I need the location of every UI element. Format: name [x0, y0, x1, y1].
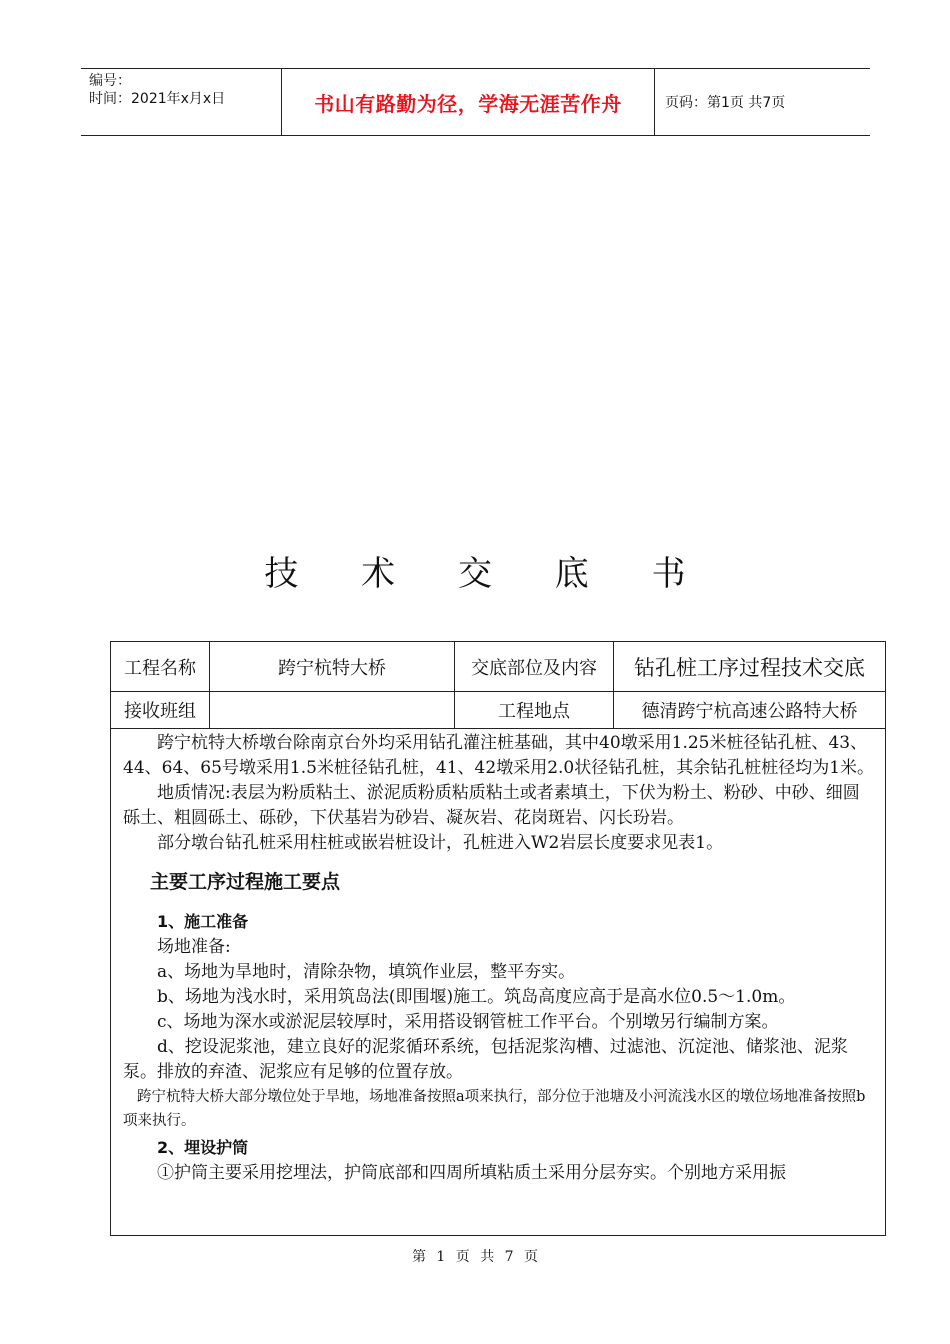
info-row-2 — [111, 692, 885, 729]
location-value: 德清跨宁杭高速公路特大桥 — [641, 701, 858, 722]
project-name-label: 工程名称 — [111, 642, 210, 691]
item-c: c、场地为深水或淤泥层较厚时，采用搭设钢管桩工作平台。个别墩另行编制方案。 — [157, 1012, 779, 1032]
page-header — [81, 68, 870, 136]
item-b: b、场地为浅水时，采用筑岛法(即围堰)施工。筑岛高度应高于是高水位0.5～1.0m。 — [157, 987, 796, 1007]
page-footer: 第 1 页 共 7 页 — [411, 1249, 539, 1265]
disclosure-content — [111, 729, 885, 1186]
paragraph-overview: 跨宁杭特大桥墩台除南京台外均采用钻孔灌注桩基础，其中40墩采用1.25米桩径钻孔桩、43、44、64、65号墩采用1.5米桩径钻孔桩，41、42墩采用2.0状径钻孔桩，其余钻孔桩桩径均为1米。 — [123, 733, 875, 778]
site-prep-label: 场地准备: — [157, 937, 231, 957]
location-label: 工程地点 — [455, 692, 614, 728]
header-motto: 书山有路勤为径，学海无涯苦作舟 — [281, 69, 655, 135]
number-label: 编号： — [89, 73, 131, 89]
item-d: d、挖设泥浆池，建立良好的泥浆循环系统，包括泥浆沟槽、过滤池、沉淀池、储浆池、泥浆泵。排放的弃渣、泥浆应有足够的位置存放。 — [123, 1037, 848, 1082]
subheading-preparation: 1、施工准备 — [157, 912, 249, 931]
project-name-value: 跨宁杭特大桥 — [210, 642, 455, 691]
team-label: 接收班组 — [111, 692, 210, 728]
item-1: ①护筒主要采用挖埋法，护筒底部和四周所填粘质土采用分层夯实。个别地方采用振 — [157, 1163, 786, 1183]
section-label: 交底部位及内容 — [455, 642, 614, 691]
note-paragraph: 跨宁杭特大桥大部分墩位处于旱地，场地准备按照a项来执行，部分位于池塘及小河流浅水区的墩位场地准备按照b项来执行。 — [123, 1089, 866, 1129]
header-page-info: 页码：第1页 共7页 — [665, 95, 786, 111]
section-value: 钻孔桩工序过程技术交底 — [634, 655, 865, 680]
document-title: 技 术 交 底 书 — [264, 554, 712, 594]
paragraph-geology: 地质情况:表层为粉质粘土、淤泥质粉质粘质粘土或者素填土，下伏为粉土、粉砂、中砂、细圆砾土、粗圆砾土、砾砂，下伏基岩为砂岩、凝灰岩、花岗斑岩、闪长玢岩。 — [123, 783, 860, 828]
info-row-1 — [111, 642, 885, 692]
disclosure-table — [110, 641, 886, 1236]
header-meta — [81, 69, 281, 135]
time-label: 时间：2021年x月x日 — [89, 91, 226, 107]
paragraph-pile-design: 部分墩台钻孔桩采用柱桩或嵌岩桩设计，孔桩进入W2岩层长度要求见表1。 — [157, 833, 724, 853]
item-a: a、场地为旱地时，清除杂物，填筑作业层，整平夯实。 — [157, 962, 576, 982]
team-value — [210, 692, 455, 728]
section-heading: 主要工序过程施工要点 — [150, 871, 341, 893]
subheading-casing: 2、埋设护筒 — [157, 1138, 249, 1157]
